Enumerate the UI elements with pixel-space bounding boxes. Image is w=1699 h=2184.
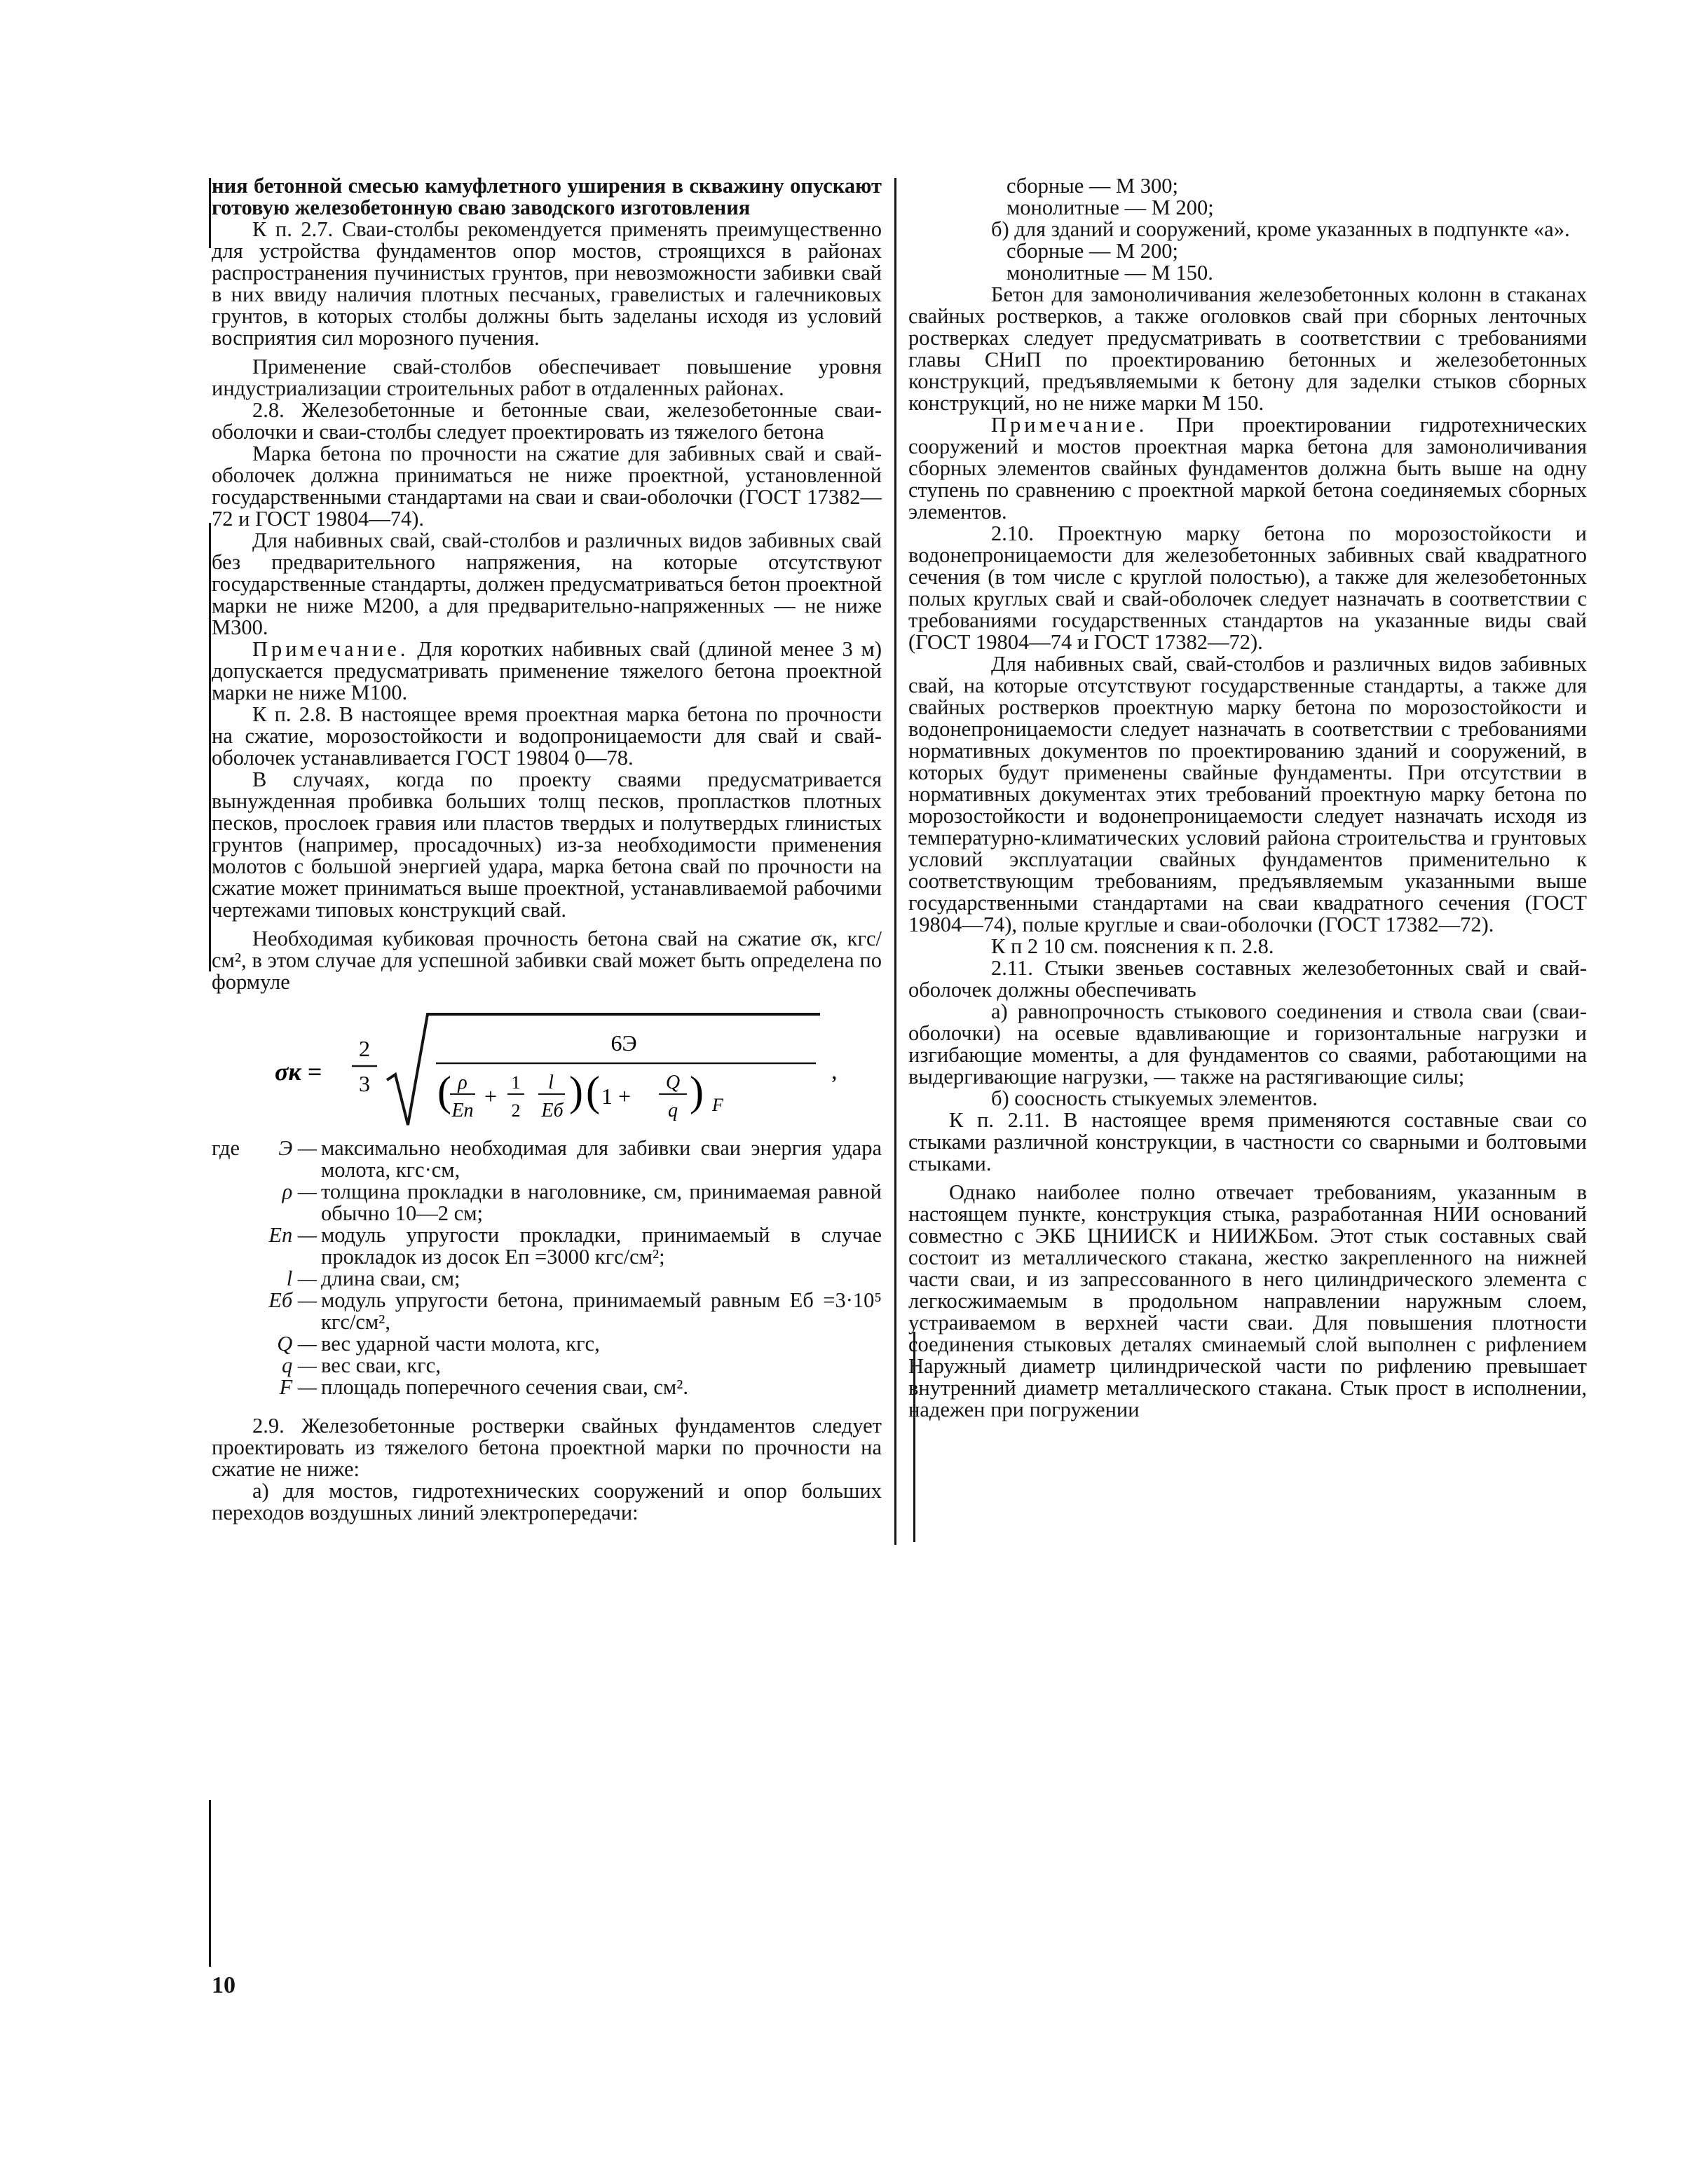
list-line: монолитные — М 150. xyxy=(1007,261,1213,285)
definition-text: модуль упругости бетона, принимаемый равным Eб =3·10⁵ кгс/см², xyxy=(321,1288,882,1334)
note xyxy=(212,639,882,704)
note-label: Примечание. xyxy=(252,637,409,661)
formula xyxy=(212,1002,882,1132)
list-line: монолитные — М 200; xyxy=(1007,196,1214,219)
definition-text: вес сваи, кгс, xyxy=(321,1353,441,1377)
definition-item xyxy=(212,1333,882,1355)
definition-text: максимально необходимая для забивки сваи энергия удара молота, кгс·см, xyxy=(321,1136,882,1182)
formula-q-big: Q xyxy=(665,1072,681,1093)
formula-drawing xyxy=(212,1002,882,1132)
definitions-list xyxy=(212,1138,882,1398)
paragraph-2-11-comment: К п. 2.11. В настоящее время применяются составные сваи со стыками различной конструкции, в частности со сварными и болтовыми стыками. xyxy=(908,1108,1587,1175)
note-label: Примечание. xyxy=(991,413,1148,437)
definition-item: где Э — максимально необходимая для забивки сваи энергия удара молота, кгс·см, xyxy=(212,1136,882,1182)
paragraph: Бетон для замоноличивания железобетонных колонн в стаканах свайных ростверков, а также оголовков свай при сборных ленточных ростверках следует предусматривать в соответствии с требованиями главы СНиП по проектированию бетонных и железобетонных конструкций, предъявляемыми к бетону для заделки стыков сборных конструкций, но не ниже марки М 150. xyxy=(908,282,1587,415)
formula-eb: Eб xyxy=(541,1100,564,1121)
clause-2-10: 2.10. Проектную марку бетона по морозостойкости и водонепроницаемости для железобетонных забивных свай квадратного сечения (в том числе с круглой полостью), а также для железобетонных полых круглых свай и свай-оболочек следует назначать в соответствии с требованиями государственных стандартов на указанные виды свай (ГОСТ 19804—74 и ГОСТ 17382—72). xyxy=(908,521,1587,654)
formula-paren-open: ( xyxy=(437,1068,451,1114)
definition-symbol: Э — xyxy=(278,1136,317,1160)
page-number: 10 xyxy=(212,1972,236,1998)
formula-plus: + xyxy=(484,1084,498,1109)
list-item: а) равнопрочность стыкового соединения и ствола сваи (сваи-оболочки) на осевые вдавливающие и горизонтальные нагрузки и изгибающие моменты, а для фундаментов со сваями, работающими на выдергивающие нагрузки, — также на растягивающие силы; xyxy=(908,999,1587,1088)
note-text: Для коротких набивных свай (длиной менее 3 м) допускается предусматривать применение тяжелого бетона проектной марки не ниже М100. xyxy=(212,637,882,704)
definition-text: толщина прокладки в наголовнике, см, принимаемая равной обычно 10—2 см; xyxy=(321,1180,882,1225)
formula-rho: ρ xyxy=(458,1072,468,1093)
formula-f: F xyxy=(712,1095,723,1115)
change-bar xyxy=(209,178,211,248)
paragraph: Необходимая кубиковая прочность бетона свай на сжатие σк, кгс/см², в этом случае для успешной забивки свай может быть определена по формуле xyxy=(212,927,882,994)
list-line: сборные — М 300; xyxy=(1007,174,1178,198)
paragraph: Применение свай-столбов обеспечивает повышение уровня индустриализации строительных работ в отдаленных районах. xyxy=(212,355,882,400)
list-item: б) для зданий и сооружений, кроме указанных в подпункте «а». xyxy=(991,217,1570,241)
left-column xyxy=(212,175,882,1524)
paragraph: а) для мостов, гидротехнических сооружений и опор больших переходов воздушных линий электропередачи: xyxy=(212,1479,882,1524)
definition-symbol: F — xyxy=(279,1375,317,1399)
formula-comma: , xyxy=(831,1058,838,1084)
paragraph: Однако наиболее полно отвечает требованиям, указанным в настоящем пункте, конструкция стыка, разработанная НИИ оснований совместно с ЭКБ ЦНИИСК и НИИЖБом. Этот стык составных свай состоит из металлического стакана, жестко закрепленного на нижней части сваи, и из запрессованного в него цилиндрического элемента с легкосжимаемым в продольном направлении наружным слоем, устраиваемом в верхней части сваи. Для повышения плотности соединения стыковых деталях сминаемый слой выполнен с рифлением Наружный диаметр цилиндрической части по рифлению превышает внутренний диаметр металлического стакана. Стык прост в исполнении, надежен при погружении xyxy=(908,1180,1587,1421)
change-bar xyxy=(209,1800,211,1967)
paragraph: Для набивных свай, свай-столбов и различных видов забивных свай, на которые отсутствуют государственные стандарты, а также для свайных ростверков проектную марку бетона по морозостойкости и водонепроницаемости следует назначать в соответствии с требованиями нормативных документов по проектированию зданий и сооружений, в которых будут применены свайные фундаменты. При отсутствии в нормативных документах этих требований проектную марку бетона по морозостойкости и водонепроницаемости следует назначать исходя из температурно-климатических условий района строительства и грунтовых условий эксплуатации свайных фундаментов применительно к соответствующим требованиям, предъявляемым указанными выше государственными стандартами на сваи квадратного сечения (ГОСТ 19804—74), полые круглые и сваи-оболочки (ГОСТ 17382—72). xyxy=(908,652,1587,936)
note xyxy=(908,414,1587,523)
formula-paren-close: ) xyxy=(569,1068,583,1114)
paragraph-2-7-comment: К п. 2.7. Сваи-столбы рекомендуется применять преимущественно для устройства фундаментов опор мостов, строящихся в районах распространения пучинистых грунтов, при невозможности забивки свай в них ввиду наличия плотных песчаных, гравелистых и галечниковых грунтов, в которых столбы должны быть заделаны исходя из условий восприятия сил морозного пучения. xyxy=(212,217,882,350)
paragraph: Для набивных свай, свай-столбов и различных видов забивных свай без предварительного напряжения, на которые отсутствуют государственные стандарты, должен предусматриваться бетон проектной марки не ниже М200, а для предварительно-напряженных — не ниже М300. xyxy=(212,528,882,639)
paragraph-2-8-comment: К п. 2.8. В настоящее время проектная марка бетона по прочности на сжатие, морозостойкости и водопроницаемости для свай и свай-оболочек устанавливается ГОСТ 19804 0—78. xyxy=(212,702,882,770)
formula-frac-den: 3 xyxy=(359,1071,370,1096)
definition-text: вес ударной части молота, кгс, xyxy=(321,1332,600,1356)
definition-symbol: l — xyxy=(286,1267,317,1290)
change-bar xyxy=(894,178,896,1545)
definition-text: площадь поперечного сечения сваи, см². xyxy=(321,1375,688,1399)
definition-symbol: Q — xyxy=(277,1332,317,1356)
change-bar xyxy=(209,523,211,971)
definition-text: модуль упругости прокладки, принимаемый в случае прокладок из досок Eп =3000 кгс/см²; xyxy=(321,1223,882,1269)
definition-item xyxy=(212,1224,882,1268)
formula-frac-num: 2 xyxy=(359,1036,370,1061)
formula-half-num: 1 xyxy=(511,1072,521,1093)
list-item: б) соосность стыкуемых элементов. xyxy=(991,1086,1318,1110)
formula-numerator: 6Э xyxy=(610,1030,637,1056)
definition-symbol: Eп — xyxy=(268,1223,317,1247)
definition-symbol: Eб — xyxy=(268,1288,317,1312)
definition-item xyxy=(212,1355,882,1377)
definition-symbol: ρ — xyxy=(282,1180,317,1203)
definition-item xyxy=(212,1181,882,1224)
clause-2-9: 2.9. Железобетонные ростверки свайных фундаментов следует проектировать из тяжелого бетона проектной марки по прочности на сжатие не ниже: xyxy=(212,1414,882,1481)
definition-item xyxy=(212,1377,882,1398)
paragraph: В случаях, когда по проекту сваями предусматривается вынужденная пробивка больших толщ песков, пропластков плотных песков, прослоек гравия или пластов твердых и полутвердых глинистых грунтов (например, просадочных) из-за необходимости применения молотов с большой энергией удара, марка бетона свай по прочности на сжатие может приниматься выше проектной, устанавливаемой рабочими чертежами типовых конструкций свай. xyxy=(212,767,882,922)
right-column xyxy=(908,175,1587,1421)
formula-q-small: q xyxy=(668,1100,678,1121)
formula-l: l xyxy=(548,1072,554,1093)
formula-paren-close-2: ) xyxy=(690,1068,704,1114)
definition-item xyxy=(212,1290,882,1333)
paragraph: Марка бетона по прочности на сжатие для забивных свай и свай-оболочек должна приниматься не ниже проектной, установленной государственными стандартами на сваи и сваи-оболочки (ГОСТ 17382—72 и ГОСТ 19804—74). xyxy=(212,442,882,531)
clause-2-8: 2.8. Железобетонные и бетонные сваи, железобетонные сваи-оболочки и сваи-столбы следует проектировать из тяжелого бетона xyxy=(212,398,882,444)
formula-half-den: 2 xyxy=(511,1100,521,1121)
note-text: При проектировании гидротехнических сооружений и мостов проектная марка бетона для замоноличивания сборных элементов свайных фундаментов должна быть выше на одну ступень по сравнению с проектной маркой бетона соединяемых сборных элементов. xyxy=(908,413,1587,524)
formula-lhs: σк = xyxy=(275,1058,322,1086)
paragraph-2-10-comment: К п 2 10 см. пояснения к п. 2.8. xyxy=(991,934,1274,958)
formula-en: Eп xyxy=(451,1100,474,1121)
definition-text: длина сваи, см; xyxy=(321,1267,460,1290)
definition-symbol: q — xyxy=(282,1353,317,1377)
formula-paren-open-2: ( xyxy=(586,1068,600,1114)
clause-2-11: 2.11. Стыки звеньев составных железобетонных свай и свай-оболочек должны обеспечивать xyxy=(908,956,1587,1002)
formula-one-plus: 1 + xyxy=(601,1084,632,1109)
list-line: сборные — М 200; xyxy=(1007,239,1178,263)
definition-item xyxy=(212,1268,882,1290)
paragraph-continuation: ния бетонной смесью камуфлетного уширения в скважину опускают готовую железобетонную сваю заводского изготовления xyxy=(212,174,882,219)
